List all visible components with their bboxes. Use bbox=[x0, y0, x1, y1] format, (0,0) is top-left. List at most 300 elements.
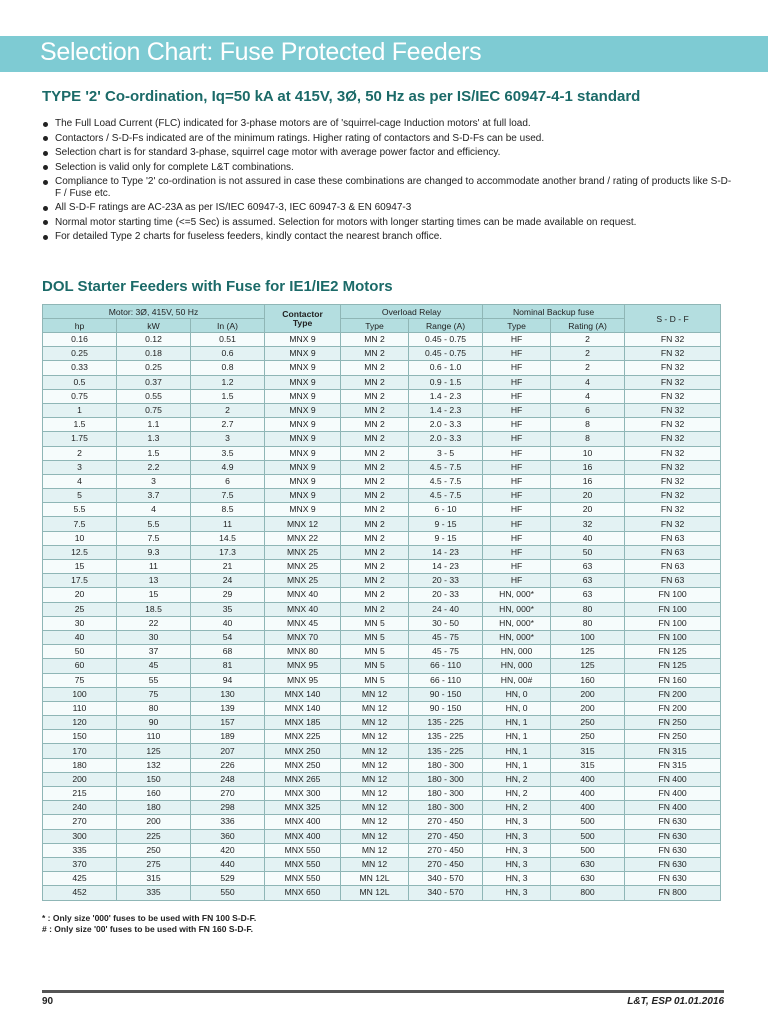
cell-sdf: FN 32 bbox=[625, 347, 721, 361]
cell-hp: 5.5 bbox=[43, 503, 117, 517]
table-row bbox=[43, 857, 721, 871]
section-heading: DOL Starter Feeders with Fuse for IE1/IE2 Motors bbox=[42, 278, 393, 295]
cell-sdf: FN 200 bbox=[625, 701, 721, 715]
sub-header-row bbox=[43, 319, 721, 333]
cell-contactor-type: MNX 9 bbox=[265, 474, 341, 488]
cell-kw: 0.37 bbox=[117, 375, 191, 389]
cell-in-amps: 1.2 bbox=[191, 375, 265, 389]
cell-contactor-type: MNX 25 bbox=[265, 560, 341, 574]
cell-contactor-type: MNX 40 bbox=[265, 588, 341, 602]
notes-list bbox=[42, 118, 732, 246]
cell-overload-type: MN 5 bbox=[341, 645, 409, 659]
cell-fuse-rating: 160 bbox=[551, 673, 625, 687]
cell-overload-type: MN 2 bbox=[341, 347, 409, 361]
cell-contactor-type: MNX 9 bbox=[265, 375, 341, 389]
cell-fuse-type: HF bbox=[483, 545, 551, 559]
cell-in-amps: 550 bbox=[191, 886, 265, 900]
cell-in-amps: 29 bbox=[191, 588, 265, 602]
cell-kw: 4 bbox=[117, 503, 191, 517]
header-contactor-line2: Type bbox=[292, 317, 313, 328]
cell-fuse-type: HN, 3 bbox=[483, 857, 551, 871]
cell-fuse-type: HF bbox=[483, 389, 551, 403]
cell-overload-range: 45 - 75 bbox=[409, 630, 483, 644]
cell-overload-type: MN 12 bbox=[341, 815, 409, 829]
table-row bbox=[43, 758, 721, 772]
cell-kw: 0.12 bbox=[117, 333, 191, 347]
cell-hp: 0.5 bbox=[43, 375, 117, 389]
cell-in-amps: 0.6 bbox=[191, 347, 265, 361]
cell-overload-type: MN 2 bbox=[341, 503, 409, 517]
cell-contactor-type: MNX 9 bbox=[265, 403, 341, 417]
table-row bbox=[43, 588, 721, 602]
table-row bbox=[43, 347, 721, 361]
table-row bbox=[43, 503, 721, 517]
cell-overload-type: MN 2 bbox=[341, 403, 409, 417]
cell-fuse-rating: 315 bbox=[551, 744, 625, 758]
cell-overload-type: MN 5 bbox=[341, 673, 409, 687]
cell-fuse-rating: 2 bbox=[551, 333, 625, 347]
cell-sdf: FN 32 bbox=[625, 389, 721, 403]
cell-in-amps: 40 bbox=[191, 616, 265, 630]
cell-in-amps: 189 bbox=[191, 730, 265, 744]
page-number: 90 bbox=[42, 996, 54, 1007]
cell-overload-type: MN 2 bbox=[341, 545, 409, 559]
table-row bbox=[43, 446, 721, 460]
cell-fuse-type: HF bbox=[483, 489, 551, 503]
cell-kw: 110 bbox=[117, 730, 191, 744]
cell-kw: 7.5 bbox=[117, 531, 191, 545]
table-row bbox=[43, 474, 721, 488]
table-row bbox=[43, 375, 721, 389]
cell-contactor-type: MNX 325 bbox=[265, 801, 341, 815]
cell-in-amps: 68 bbox=[191, 645, 265, 659]
cell-kw: 250 bbox=[117, 843, 191, 857]
table-row bbox=[43, 361, 721, 375]
table-row bbox=[43, 418, 721, 432]
table-row bbox=[43, 531, 721, 545]
cell-hp: 1.75 bbox=[43, 432, 117, 446]
cell-contactor-type: MNX 9 bbox=[265, 460, 341, 474]
note-item: Selection is valid only for complete L&T combinations. bbox=[42, 162, 732, 174]
cell-overload-range: 66 - 110 bbox=[409, 659, 483, 673]
cell-hp: 1.5 bbox=[43, 418, 117, 432]
cell-in-amps: 207 bbox=[191, 744, 265, 758]
cell-fuse-rating: 200 bbox=[551, 701, 625, 715]
cell-kw: 37 bbox=[117, 645, 191, 659]
cell-kw: 335 bbox=[117, 886, 191, 900]
table-row bbox=[43, 574, 721, 588]
cell-fuse-rating: 63 bbox=[551, 574, 625, 588]
cell-contactor-type: MNX 550 bbox=[265, 872, 341, 886]
cell-hp: 75 bbox=[43, 673, 117, 687]
cell-overload-range: 3 - 5 bbox=[409, 446, 483, 460]
cell-overload-range: 9 - 15 bbox=[409, 531, 483, 545]
cell-fuse-type: HF bbox=[483, 474, 551, 488]
cell-contactor-type: MNX 400 bbox=[265, 815, 341, 829]
cell-kw: 3 bbox=[117, 474, 191, 488]
cell-overload-range: 135 - 225 bbox=[409, 716, 483, 730]
cell-kw: 315 bbox=[117, 872, 191, 886]
cell-kw: 30 bbox=[117, 630, 191, 644]
table-row bbox=[43, 772, 721, 786]
cell-sdf: FN 32 bbox=[625, 474, 721, 488]
table-row bbox=[43, 787, 721, 801]
cell-overload-range: 180 - 300 bbox=[409, 801, 483, 815]
cell-overload-range: 0.9 - 1.5 bbox=[409, 375, 483, 389]
cell-overload-range: 20 - 33 bbox=[409, 588, 483, 602]
cell-contactor-type: MNX 140 bbox=[265, 701, 341, 715]
cell-in-amps: 4.9 bbox=[191, 460, 265, 474]
cell-overload-range: 6 - 10 bbox=[409, 503, 483, 517]
cell-fuse-rating: 16 bbox=[551, 460, 625, 474]
cell-sdf: FN 32 bbox=[625, 503, 721, 517]
cell-sdf: FN 250 bbox=[625, 730, 721, 744]
cell-fuse-type: HF bbox=[483, 503, 551, 517]
cell-fuse-rating: 63 bbox=[551, 588, 625, 602]
cell-kw: 90 bbox=[117, 716, 191, 730]
cell-contactor-type: MNX 9 bbox=[265, 347, 341, 361]
note-item: Normal motor starting time (<=5 Sec) is assumed. Selection for motors with longer starting times can be made available on request. bbox=[42, 217, 732, 229]
cell-hp: 200 bbox=[43, 772, 117, 786]
cell-in-amps: 6 bbox=[191, 474, 265, 488]
cell-overload-type: MN 12 bbox=[341, 687, 409, 701]
cell-in-amps: 270 bbox=[191, 787, 265, 801]
cell-fuse-rating: 8 bbox=[551, 418, 625, 432]
cell-fuse-type: HF bbox=[483, 375, 551, 389]
selection-table bbox=[42, 304, 721, 901]
cell-overload-range: 90 - 150 bbox=[409, 687, 483, 701]
cell-fuse-rating: 630 bbox=[551, 872, 625, 886]
cell-kw: 0.75 bbox=[117, 403, 191, 417]
cell-fuse-rating: 50 bbox=[551, 545, 625, 559]
header-sdf: S - D - F bbox=[625, 305, 721, 333]
release-info: L&T, ESP 01.01.2016 bbox=[627, 996, 724, 1007]
cell-overload-type: MN 2 bbox=[341, 602, 409, 616]
cell-hp: 0.25 bbox=[43, 347, 117, 361]
cell-sdf: FN 630 bbox=[625, 843, 721, 857]
cell-overload-range: 2.0 - 3.3 bbox=[409, 432, 483, 446]
cell-kw: 160 bbox=[117, 787, 191, 801]
cell-hp: 15 bbox=[43, 560, 117, 574]
cell-overload-range: 4.5 - 7.5 bbox=[409, 474, 483, 488]
cell-in-amps: 54 bbox=[191, 630, 265, 644]
cell-hp: 1 bbox=[43, 403, 117, 417]
cell-fuse-rating: 125 bbox=[551, 645, 625, 659]
cell-overload-range: 2.0 - 3.3 bbox=[409, 418, 483, 432]
cell-fuse-type: HF bbox=[483, 333, 551, 347]
cell-in-amps: 11 bbox=[191, 517, 265, 531]
cell-in-amps: 226 bbox=[191, 758, 265, 772]
cell-overload-range: 9 - 15 bbox=[409, 517, 483, 531]
cell-overload-type: MN 12 bbox=[341, 716, 409, 730]
cell-fuse-rating: 500 bbox=[551, 843, 625, 857]
cell-kw: 5.5 bbox=[117, 517, 191, 531]
table-row bbox=[43, 659, 721, 673]
cell-overload-type: MN 2 bbox=[341, 446, 409, 460]
header-motor: Motor: 3Ø, 415V, 50 Hz bbox=[43, 305, 265, 319]
cell-in-amps: 298 bbox=[191, 801, 265, 815]
cell-fuse-rating: 63 bbox=[551, 560, 625, 574]
table-row bbox=[43, 886, 721, 900]
footnotes bbox=[42, 913, 256, 935]
cell-fuse-rating: 250 bbox=[551, 716, 625, 730]
group-header-row bbox=[43, 305, 721, 319]
table-row bbox=[43, 489, 721, 503]
cell-in-amps: 3.5 bbox=[191, 446, 265, 460]
cell-overload-type: MN 12 bbox=[341, 857, 409, 871]
cell-contactor-type: MNX 9 bbox=[265, 446, 341, 460]
table-body bbox=[43, 333, 721, 901]
cell-fuse-rating: 16 bbox=[551, 474, 625, 488]
cell-sdf: FN 100 bbox=[625, 588, 721, 602]
cell-fuse-type: HN, 0 bbox=[483, 701, 551, 715]
cell-fuse-type: HF bbox=[483, 531, 551, 545]
cell-hp: 0.75 bbox=[43, 389, 117, 403]
table-row bbox=[43, 389, 721, 403]
cell-sdf: FN 32 bbox=[625, 361, 721, 375]
cell-overload-range: 135 - 225 bbox=[409, 730, 483, 744]
cell-overload-type: MN 12L bbox=[341, 886, 409, 900]
cell-hp: 0.33 bbox=[43, 361, 117, 375]
table-row bbox=[43, 701, 721, 715]
cell-kw: 0.25 bbox=[117, 361, 191, 375]
cell-fuse-type: HF bbox=[483, 403, 551, 417]
cell-sdf: FN 32 bbox=[625, 517, 721, 531]
cell-fuse-rating: 20 bbox=[551, 503, 625, 517]
cell-sdf: FN 32 bbox=[625, 446, 721, 460]
cell-overload-type: MN 12 bbox=[341, 787, 409, 801]
table-row bbox=[43, 730, 721, 744]
cell-kw: 13 bbox=[117, 574, 191, 588]
cell-overload-type: MN 2 bbox=[341, 460, 409, 474]
cell-hp: 335 bbox=[43, 843, 117, 857]
cell-sdf: FN 32 bbox=[625, 375, 721, 389]
cell-overload-type: MN 2 bbox=[341, 560, 409, 574]
cell-fuse-rating: 630 bbox=[551, 857, 625, 871]
cell-sdf: FN 630 bbox=[625, 815, 721, 829]
cell-contactor-type: MNX 22 bbox=[265, 531, 341, 545]
cell-overload-range: 180 - 300 bbox=[409, 787, 483, 801]
cell-overload-type: MN 2 bbox=[341, 588, 409, 602]
table-row bbox=[43, 602, 721, 616]
cell-overload-range: 340 - 570 bbox=[409, 886, 483, 900]
cell-hp: 270 bbox=[43, 815, 117, 829]
cell-fuse-type: HN, 000 bbox=[483, 645, 551, 659]
cell-contactor-type: MNX 95 bbox=[265, 673, 341, 687]
header-in: In (A) bbox=[191, 319, 265, 333]
cell-overload-type: MN 12 bbox=[341, 730, 409, 744]
cell-contactor-type: MNX 40 bbox=[265, 602, 341, 616]
cell-sdf: FN 160 bbox=[625, 673, 721, 687]
cell-overload-type: MN 12L bbox=[341, 872, 409, 886]
cell-in-amps: 248 bbox=[191, 772, 265, 786]
title-banner bbox=[0, 36, 768, 72]
cell-sdf: FN 630 bbox=[625, 829, 721, 843]
coordination-standard-heading: TYPE '2' Co-ordination, Iq=50 kA at 415V, 3Ø, 50 Hz as per IS/IEC 60947-4-1 standard bbox=[42, 88, 641, 105]
cell-overload-type: MN 2 bbox=[341, 517, 409, 531]
cell-hp: 215 bbox=[43, 787, 117, 801]
cell-overload-type: MN 5 bbox=[341, 616, 409, 630]
cell-overload-range: 1.4 - 2.3 bbox=[409, 389, 483, 403]
table-row bbox=[43, 716, 721, 730]
cell-fuse-type: HN, 2 bbox=[483, 772, 551, 786]
cell-overload-type: MN 2 bbox=[341, 432, 409, 446]
cell-overload-range: 45 - 75 bbox=[409, 645, 483, 659]
cell-fuse-rating: 250 bbox=[551, 730, 625, 744]
cell-overload-range: 4.5 - 7.5 bbox=[409, 460, 483, 474]
cell-contactor-type: MNX 140 bbox=[265, 687, 341, 701]
cell-overload-range: 0.45 - 0.75 bbox=[409, 347, 483, 361]
table-row bbox=[43, 616, 721, 630]
cell-sdf: FN 200 bbox=[625, 687, 721, 701]
cell-contactor-type: MNX 70 bbox=[265, 630, 341, 644]
table-row bbox=[43, 645, 721, 659]
cell-overload-type: MN 12 bbox=[341, 801, 409, 815]
cell-fuse-type: HF bbox=[483, 446, 551, 460]
cell-sdf: FN 100 bbox=[625, 602, 721, 616]
table-row bbox=[43, 815, 721, 829]
cell-kw: 45 bbox=[117, 659, 191, 673]
cell-kw: 150 bbox=[117, 772, 191, 786]
cell-in-amps: 440 bbox=[191, 857, 265, 871]
cell-fuse-rating: 400 bbox=[551, 801, 625, 815]
cell-overload-type: MN 5 bbox=[341, 630, 409, 644]
cell-in-amps: 3 bbox=[191, 432, 265, 446]
table-row bbox=[43, 560, 721, 574]
cell-fuse-rating: 40 bbox=[551, 531, 625, 545]
cell-contactor-type: MNX 250 bbox=[265, 744, 341, 758]
header-backup-fuse: Nominal Backup fuse bbox=[483, 305, 625, 319]
cell-sdf: FN 32 bbox=[625, 333, 721, 347]
cell-overload-type: MN 2 bbox=[341, 574, 409, 588]
cell-in-amps: 2.7 bbox=[191, 418, 265, 432]
cell-in-amps: 130 bbox=[191, 687, 265, 701]
cell-in-amps: 2 bbox=[191, 403, 265, 417]
cell-sdf: FN 63 bbox=[625, 574, 721, 588]
cell-fuse-type: HF bbox=[483, 432, 551, 446]
cell-in-amps: 1.5 bbox=[191, 389, 265, 403]
cell-hp: 20 bbox=[43, 588, 117, 602]
cell-in-amps: 529 bbox=[191, 872, 265, 886]
cell-hp: 4 bbox=[43, 474, 117, 488]
cell-fuse-type: HN, 1 bbox=[483, 758, 551, 772]
cell-overload-range: 270 - 450 bbox=[409, 815, 483, 829]
cell-fuse-rating: 800 bbox=[551, 886, 625, 900]
table-row bbox=[43, 872, 721, 886]
cell-in-amps: 0.8 bbox=[191, 361, 265, 375]
cell-fuse-type: HN, 0 bbox=[483, 687, 551, 701]
cell-fuse-rating: 4 bbox=[551, 375, 625, 389]
cell-overload-type: MN 2 bbox=[341, 418, 409, 432]
cell-hp: 60 bbox=[43, 659, 117, 673]
cell-fuse-rating: 80 bbox=[551, 616, 625, 630]
cell-contactor-type: MNX 9 bbox=[265, 489, 341, 503]
cell-overload-range: 180 - 300 bbox=[409, 772, 483, 786]
cell-sdf: FN 400 bbox=[625, 801, 721, 815]
table-row bbox=[43, 460, 721, 474]
cell-hp: 120 bbox=[43, 716, 117, 730]
cell-overload-range: 1.4 - 2.3 bbox=[409, 403, 483, 417]
cell-kw: 225 bbox=[117, 829, 191, 843]
cell-sdf: FN 63 bbox=[625, 545, 721, 559]
cell-overload-range: 30 - 50 bbox=[409, 616, 483, 630]
cell-sdf: FN 125 bbox=[625, 645, 721, 659]
cell-fuse-rating: 500 bbox=[551, 829, 625, 843]
cell-kw: 1.3 bbox=[117, 432, 191, 446]
note-item: For detailed Type 2 charts for fuseless feeders, kindly contact the nearest branch office. bbox=[42, 231, 732, 243]
cell-contactor-type: MNX 650 bbox=[265, 886, 341, 900]
cell-fuse-type: HN, 1 bbox=[483, 744, 551, 758]
cell-kw: 22 bbox=[117, 616, 191, 630]
header-overload-range: Range (A) bbox=[409, 319, 483, 333]
footer-divider bbox=[42, 990, 724, 993]
cell-sdf: FN 63 bbox=[625, 531, 721, 545]
cell-fuse-rating: 400 bbox=[551, 772, 625, 786]
cell-fuse-type: HN, 2 bbox=[483, 801, 551, 815]
cell-in-amps: 360 bbox=[191, 829, 265, 843]
cell-fuse-type: HN, 1 bbox=[483, 730, 551, 744]
cell-sdf: FN 250 bbox=[625, 716, 721, 730]
cell-fuse-type: HF bbox=[483, 574, 551, 588]
cell-overload-type: MN 2 bbox=[341, 375, 409, 389]
cell-hp: 240 bbox=[43, 801, 117, 815]
cell-fuse-type: HF bbox=[483, 347, 551, 361]
cell-hp: 300 bbox=[43, 829, 117, 843]
header-overload-type: Type bbox=[341, 319, 409, 333]
table-row bbox=[43, 545, 721, 559]
cell-sdf: FN 800 bbox=[625, 886, 721, 900]
cell-contactor-type: MNX 300 bbox=[265, 787, 341, 801]
table-row bbox=[43, 630, 721, 644]
cell-contactor-type: MNX 400 bbox=[265, 829, 341, 843]
cell-hp: 150 bbox=[43, 730, 117, 744]
cell-hp: 5 bbox=[43, 489, 117, 503]
cell-sdf: FN 630 bbox=[625, 872, 721, 886]
cell-fuse-rating: 10 bbox=[551, 446, 625, 460]
note-item: The Full Load Current (FLC) indicated for 3-phase motors are of 'squirrel-cage Induction motors' at full load. bbox=[42, 118, 732, 130]
cell-in-amps: 35 bbox=[191, 602, 265, 616]
table-row bbox=[43, 744, 721, 758]
table-row bbox=[43, 687, 721, 701]
cell-hp: 0.16 bbox=[43, 333, 117, 347]
cell-hp: 30 bbox=[43, 616, 117, 630]
cell-overload-range: 270 - 450 bbox=[409, 829, 483, 843]
page-title: Selection Chart: Fuse Protected Feeders bbox=[40, 38, 482, 66]
cell-fuse-type: HN, 2 bbox=[483, 787, 551, 801]
cell-fuse-type: HN, 000* bbox=[483, 616, 551, 630]
cell-sdf: FN 32 bbox=[625, 460, 721, 474]
cell-fuse-type: HF bbox=[483, 517, 551, 531]
cell-kw: 125 bbox=[117, 744, 191, 758]
cell-in-amps: 0.51 bbox=[191, 333, 265, 347]
cell-sdf: FN 315 bbox=[625, 758, 721, 772]
cell-fuse-rating: 500 bbox=[551, 815, 625, 829]
cell-fuse-type: HF bbox=[483, 361, 551, 375]
cell-hp: 12.5 bbox=[43, 545, 117, 559]
note-item: All S-D-F ratings are AC-23A as per IS/IEC 60947-3, IEC 60947-3 & EN 60947-3 bbox=[42, 202, 732, 214]
cell-fuse-rating: 20 bbox=[551, 489, 625, 503]
footnote: # : Only size '00' fuses to be used with FN 160 S-D-F. bbox=[42, 924, 253, 934]
cell-kw: 15 bbox=[117, 588, 191, 602]
cell-in-amps: 7.5 bbox=[191, 489, 265, 503]
cell-sdf: FN 400 bbox=[625, 772, 721, 786]
cell-in-amps: 94 bbox=[191, 673, 265, 687]
cell-fuse-rating: 2 bbox=[551, 347, 625, 361]
cell-kw: 132 bbox=[117, 758, 191, 772]
cell-contactor-type: MNX 9 bbox=[265, 389, 341, 403]
cell-hp: 180 bbox=[43, 758, 117, 772]
cell-sdf: FN 315 bbox=[625, 744, 721, 758]
